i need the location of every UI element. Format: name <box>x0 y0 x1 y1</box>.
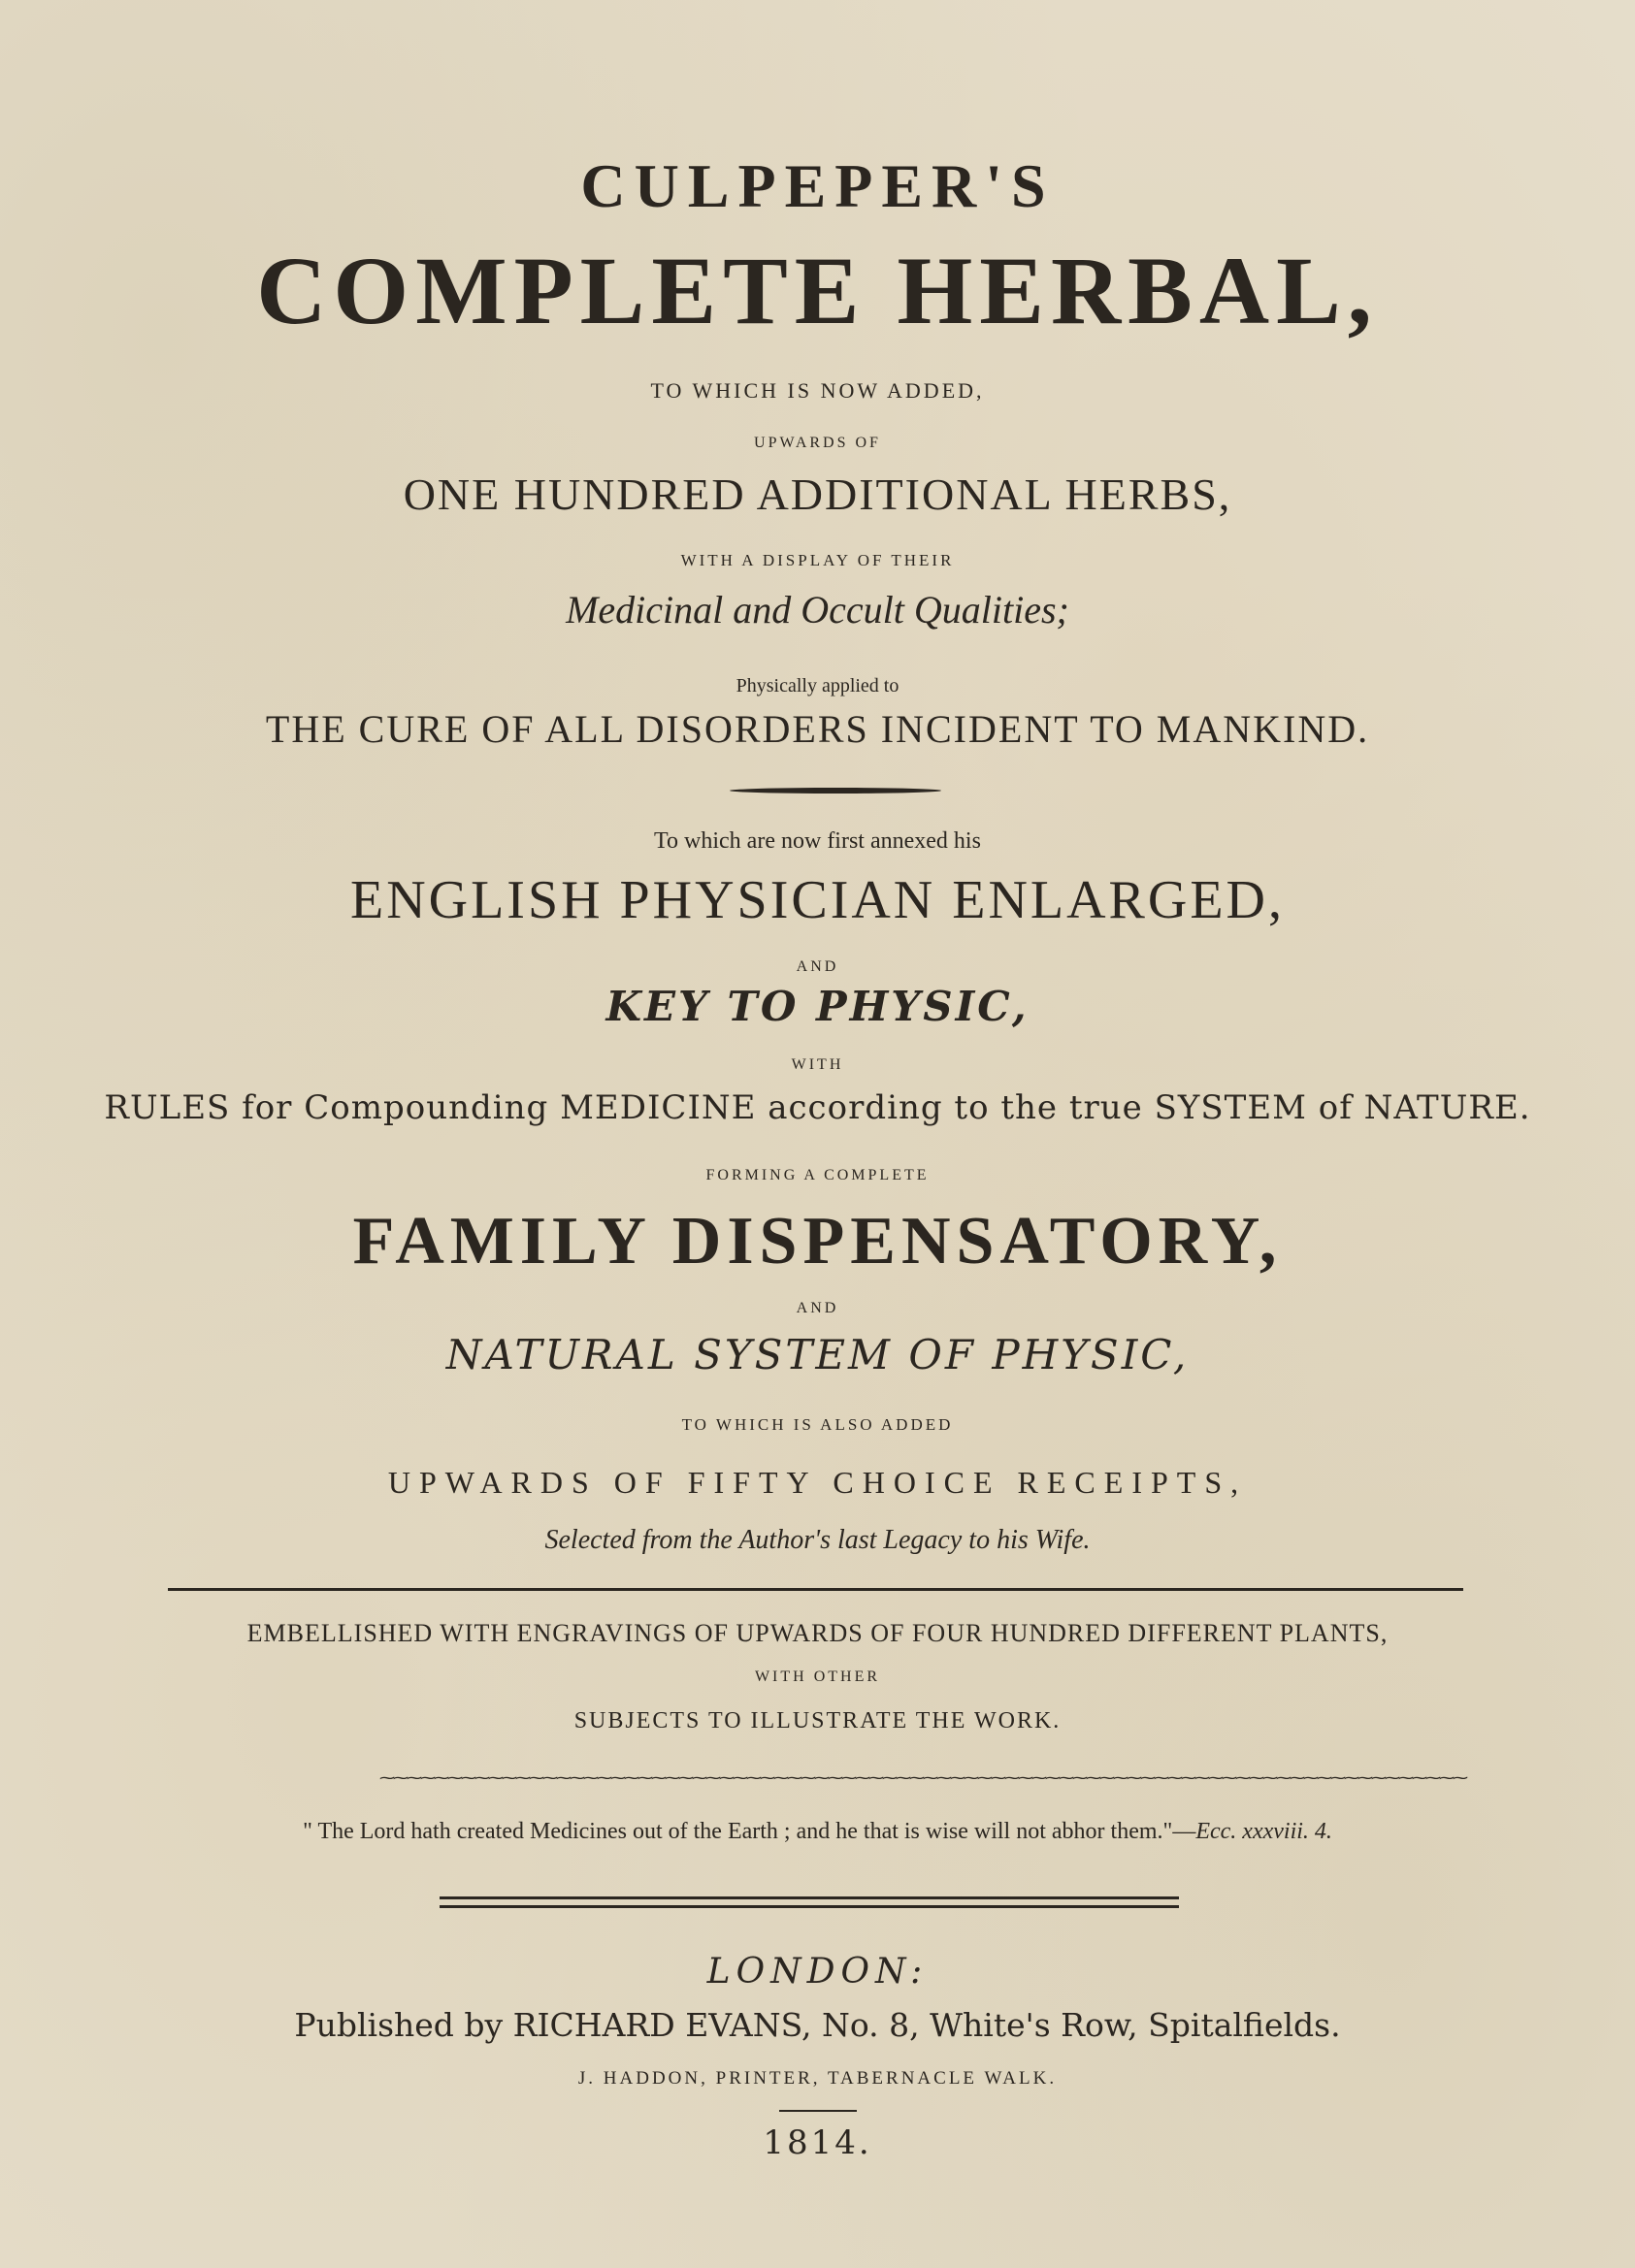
heading-key-to-physic: KEY TO PHYSIC, <box>605 983 1030 1030</box>
long-rule-1 <box>168 1588 1463 1591</box>
ornament-glyph-53: ⁓ <box>1086 1768 1099 1787</box>
ornament-glyph-3: ⁓ <box>407 1768 420 1787</box>
ornament-glyph-32: ⁓ <box>801 1768 814 1787</box>
ornament-glyph-10: ⁓ <box>502 1768 515 1787</box>
conj-with: WITH <box>791 1056 844 1073</box>
ornament-glyph-36: ⁓ <box>855 1768 868 1787</box>
title-culpepers: CULPEPER'S <box>580 151 1055 220</box>
ornament-glyph-9: ⁓ <box>488 1768 502 1787</box>
imprint-publisher: Published by RICHARD EVANS, No. 8, White's Row, Spitalfields. <box>294 2006 1341 2044</box>
ornament-glyph-62: ⁓ <box>1208 1768 1222 1787</box>
ornament-glyph-12: ⁓ <box>529 1768 542 1787</box>
ornament-glyph-39: ⁓ <box>896 1768 909 1787</box>
ornament-glyph-73: ⁓ <box>1357 1768 1371 1787</box>
subtitle-medicinal-occult: Medicinal and Occult Qualities; <box>566 588 1069 632</box>
ornament-glyph-37: ⁓ <box>868 1768 882 1787</box>
ornament-glyph-16: ⁓ <box>583 1768 597 1787</box>
text-first-annexed: To which are now first annexed his <box>654 828 981 854</box>
imprint-place: LONDON: <box>706 1952 929 1992</box>
ornament-glyph-61: ⁓ <box>1194 1768 1208 1787</box>
subtitle-now-added: TO WHICH IS NOW ADDED, <box>650 378 985 403</box>
ornament-glyph-74: ⁓ <box>1371 1768 1385 1787</box>
ornament-glyph-33: ⁓ <box>814 1768 828 1787</box>
ornament-glyph-57: ⁓ <box>1140 1768 1154 1787</box>
ornament-glyph-17: ⁓ <box>597 1768 610 1787</box>
ornament-rule <box>379 1768 1466 1792</box>
epigraph-reference: Ecc. xxxviii. 4. <box>1195 1819 1332 1844</box>
ornament-glyph-66: ⁓ <box>1262 1768 1276 1787</box>
ornament-glyph-13: ⁓ <box>542 1768 556 1787</box>
ornament-glyph-72: ⁓ <box>1344 1768 1357 1787</box>
ornament-glyph-24: ⁓ <box>692 1768 705 1787</box>
ornament-glyph-20: ⁓ <box>638 1768 651 1787</box>
ornament-glyph-52: ⁓ <box>1072 1768 1086 1787</box>
ornament-glyph-41: ⁓ <box>923 1768 936 1787</box>
ornament-glyph-26: ⁓ <box>719 1768 733 1787</box>
ornament-glyph-55: ⁓ <box>1113 1768 1127 1787</box>
ornament-glyph-78: ⁓ <box>1425 1768 1439 1787</box>
ornament-glyph-76: ⁓ <box>1398 1768 1412 1787</box>
ornament-glyph-25: ⁓ <box>705 1768 719 1787</box>
heading-english-physician: ENGLISH PHYSICIAN ENLARGED, <box>350 870 1285 930</box>
ornament-glyph-70: ⁓ <box>1317 1768 1330 1787</box>
ornament-glyph-38: ⁓ <box>882 1768 896 1787</box>
ornament-glyph-4: ⁓ <box>420 1768 434 1787</box>
ornament-glyph-58: ⁓ <box>1154 1768 1167 1787</box>
ornament-glyph-64: ⁓ <box>1235 1768 1249 1787</box>
ornament-glyph-43: ⁓ <box>950 1768 964 1787</box>
ornament-glyph-47: ⁓ <box>1004 1768 1018 1787</box>
ornament-glyph-8: ⁓ <box>474 1768 488 1787</box>
ornament-glyph-1: ⁓ <box>379 1768 393 1787</box>
heading-fifty-receipts: UPWARDS OF FIFTY CHOICE RECEIPTS, <box>387 1465 1248 1500</box>
conj-and-1: AND <box>796 958 839 975</box>
ornament-glyph-71: ⁓ <box>1330 1768 1344 1787</box>
ornament-glyph-7: ⁓ <box>461 1768 474 1787</box>
epigraph <box>0 1820 1635 1843</box>
ornament-glyph-54: ⁓ <box>1099 1768 1113 1787</box>
ornament-glyph-30: ⁓ <box>773 1768 787 1787</box>
ornament-glyph-65: ⁓ <box>1249 1768 1262 1787</box>
title-complete-herbal: COMPLETE HERBAL, <box>256 237 1379 344</box>
ornament-glyph-14: ⁓ <box>556 1768 570 1787</box>
text-also-added: TO WHICH IS ALSO ADDED <box>681 1415 954 1434</box>
ornament-glyph-50: ⁓ <box>1045 1768 1059 1787</box>
ornament-glyph-46: ⁓ <box>991 1768 1004 1787</box>
double-rule-top <box>440 1896 1179 1899</box>
ornament-glyph-59: ⁓ <box>1167 1768 1181 1787</box>
subtitle-physically-applied: Physically applied to <box>736 675 899 697</box>
text-rules-compounding: RULES for Compounding MEDICINE according to the true SYSTEM of NATURE. <box>104 1088 1531 1127</box>
text-embellished: EMBELLISHED WITH ENGRAVINGS OF UPWARDS OF FOUR HUNDRED DIFFERENT PLANTS, <box>246 1619 1389 1647</box>
text-selected-from: Selected from the Author's last Legacy to his Wife. <box>544 1525 1091 1555</box>
ornament-glyph-15: ⁓ <box>570 1768 583 1787</box>
subtitle-cure-of-all: THE CURE OF ALL DISORDERS INCIDENT TO MANKIND. <box>265 707 1370 751</box>
subtitle-upwards-of: UPWARDS OF <box>754 435 881 451</box>
text-with-other: WITH OTHER <box>754 1669 881 1685</box>
short-rule-1 <box>730 788 941 794</box>
ornament-glyph-77: ⁓ <box>1412 1768 1425 1787</box>
ornament-glyph-51: ⁓ <box>1059 1768 1072 1787</box>
ornament-glyph-18: ⁓ <box>610 1768 624 1787</box>
ornament-glyph-35: ⁓ <box>841 1768 855 1787</box>
ornament-glyph-31: ⁓ <box>787 1768 801 1787</box>
epigraph-dash: — <box>1172 1819 1196 1844</box>
heading-family-dispensatory: FAMILY DISPENSATORY, <box>352 1204 1283 1279</box>
heading-natural-system: NATURAL SYSTEM OF PHYSIC, <box>445 1331 1190 1378</box>
ornament-glyph-23: ⁓ <box>678 1768 692 1787</box>
ornament-glyph-19: ⁓ <box>624 1768 638 1787</box>
double-rule-bottom <box>440 1905 1179 1908</box>
ornament-glyph-2: ⁓ <box>393 1768 407 1787</box>
epigraph-text: " The Lord hath created Medicines out of the Earth ; and he that is wise will not abhor them." <box>303 1819 1173 1844</box>
ornament-glyph-69: ⁓ <box>1303 1768 1317 1787</box>
ornament-glyph-67: ⁓ <box>1276 1768 1290 1787</box>
ornament-glyph-40: ⁓ <box>909 1768 923 1787</box>
ornament-glyph-34: ⁓ <box>828 1768 841 1787</box>
ornament-glyph-80: ⁓ <box>1453 1768 1466 1787</box>
conj-and-2: AND <box>796 1300 839 1316</box>
imprint-printer: J. HADDON, PRINTER, TABERNACLE WALK. <box>577 2068 1058 2089</box>
ornament-glyph-22: ⁓ <box>665 1768 678 1787</box>
ornament-glyph-79: ⁓ <box>1439 1768 1453 1787</box>
ornament-glyph-63: ⁓ <box>1222 1768 1235 1787</box>
ornament-glyph-44: ⁓ <box>964 1768 977 1787</box>
ornament-glyph-48: ⁓ <box>1018 1768 1031 1787</box>
text-subjects-illustrate: SUBJECTS TO ILLUSTRATE THE WORK. <box>573 1708 1062 1733</box>
ornament-glyph-56: ⁓ <box>1127 1768 1140 1787</box>
ornament-glyph-11: ⁓ <box>515 1768 529 1787</box>
ornament-glyph-5: ⁓ <box>434 1768 447 1787</box>
ornament-glyph-27: ⁓ <box>733 1768 746 1787</box>
text-forming-complete: FORMING A COMPLETE <box>705 1167 930 1183</box>
ornament-glyph-21: ⁓ <box>651 1768 665 1787</box>
ornament-glyph-42: ⁓ <box>936 1768 950 1787</box>
ornament-glyph-45: ⁓ <box>977 1768 991 1787</box>
subtitle-display-of-their: WITH A DISPLAY OF THEIR <box>680 551 955 569</box>
ornament-glyph-60: ⁓ <box>1181 1768 1194 1787</box>
short-rule-year <box>779 2110 857 2112</box>
ornament-glyph-29: ⁓ <box>760 1768 773 1787</box>
ornament-glyph-6: ⁓ <box>447 1768 461 1787</box>
ornament-glyph-75: ⁓ <box>1385 1768 1398 1787</box>
ornament-glyph-28: ⁓ <box>746 1768 760 1787</box>
ornament-glyph-49: ⁓ <box>1031 1768 1045 1787</box>
ornament-glyph-68: ⁓ <box>1290 1768 1303 1787</box>
subtitle-one-hundred-herbs: ONE HUNDRED ADDITIONAL HERBS, <box>403 470 1232 519</box>
imprint-year: 1814. <box>763 2123 872 2162</box>
